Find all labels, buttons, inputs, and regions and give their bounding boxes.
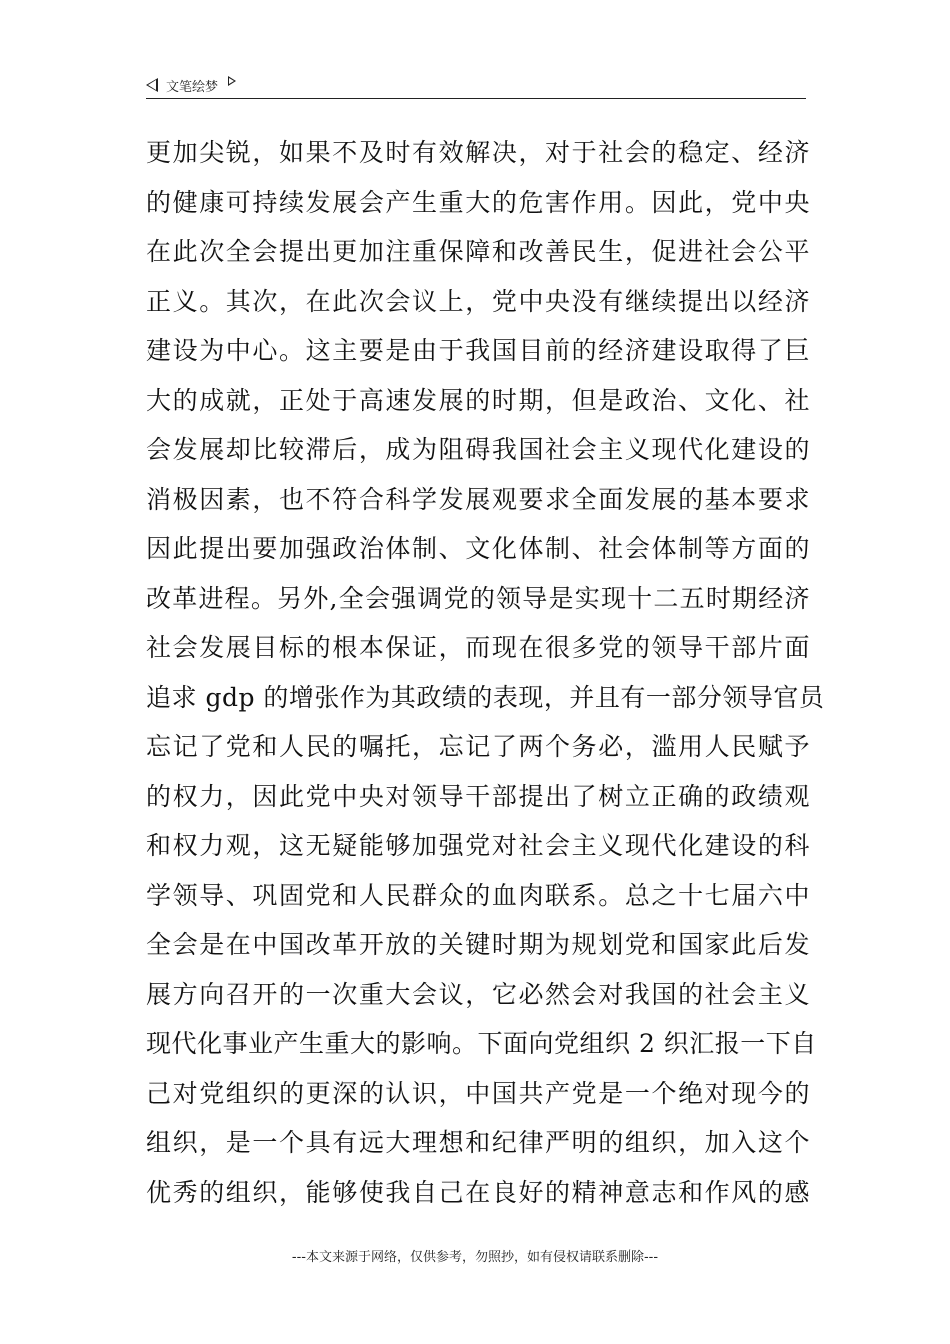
body-line: 全会是在中国改革开放的关键时期为规划党和国家此后发	[146, 930, 810, 959]
body-line: 己对党组织的更深的认识，中国共产党是一个绝对现今的	[146, 1078, 810, 1108]
body-line: 现代化事业产生重大的影响。下面向党组织 2 织汇报一下自	[146, 1029, 817, 1058]
body-line: 因此提出要加强政治体制、文化体制、社会体制等方面的	[146, 534, 810, 563]
body-line: 正义。其次，在此次会议上，党中央没有继续提出以经济	[146, 286, 810, 316]
triangle-right-icon	[228, 76, 236, 86]
document-body	[146, 128, 825, 1217]
body-line: 和权力观，这无疑能够加强党对社会主义现代化建设的科	[146, 831, 810, 860]
body-line: 追求 gdp 的增张作为其政绩的表现，并且有一部分领导官员	[146, 682, 825, 712]
body-line: 更加尖锐，如果不及时有效解决，对于社会的稳定、经济	[146, 138, 810, 167]
body-line: 在此次全会提出更加注重保障和改善民生，促进社会公平	[146, 237, 810, 266]
triangle-left-icon	[146, 78, 158, 92]
page-header	[146, 72, 806, 99]
body-line: 忘记了党和人民的嘱托，忘记了两个务必，滥用人民赋予	[146, 732, 810, 761]
header-title: 文笔绘梦	[166, 79, 219, 95]
body-line: 展方向召开的一次重大会议，它必然会对我国的社会主义	[146, 979, 810, 1009]
body-line: 优秀的组织，能够使我自己在良好的精神意志和作风的感	[146, 1177, 810, 1207]
body-line: 消极因素，也不符合科学发展观要求全面发展的基本要求	[146, 484, 810, 514]
body-line: 的权力，因此党中央对领导干部提出了树立正确的政绩观	[146, 781, 810, 811]
body-line: 改革进程。另外,全会强调党的领导是实现十二五时期经济	[146, 583, 810, 613]
body-line: 学领导、巩固党和人民群众的血肉联系。总之十七届六中	[146, 880, 810, 910]
body-line: 的健康可持续发展会产生重大的危害作用。因此，党中央	[146, 187, 810, 217]
page-footer: ---本文来源于网络，仅供参考，勿照抄，如有侵权请联系删除---	[291, 1250, 659, 1265]
body-line: 会发展却比较滞后，成为阻碍我国社会主义现代化建设的	[146, 435, 810, 464]
body-line: 大的成就，正处于高速发展的时期，但是政治、文化、社	[146, 385, 810, 415]
body-line: 组织，是一个具有远大理想和纪律严明的组织，加入这个	[146, 1128, 810, 1157]
body-line: 社会发展目标的根本保证，而现在很多党的领导干部片面	[146, 633, 810, 662]
body-line: 建设为中心。这主要是由于我国目前的经济建设取得了巨	[146, 336, 810, 365]
